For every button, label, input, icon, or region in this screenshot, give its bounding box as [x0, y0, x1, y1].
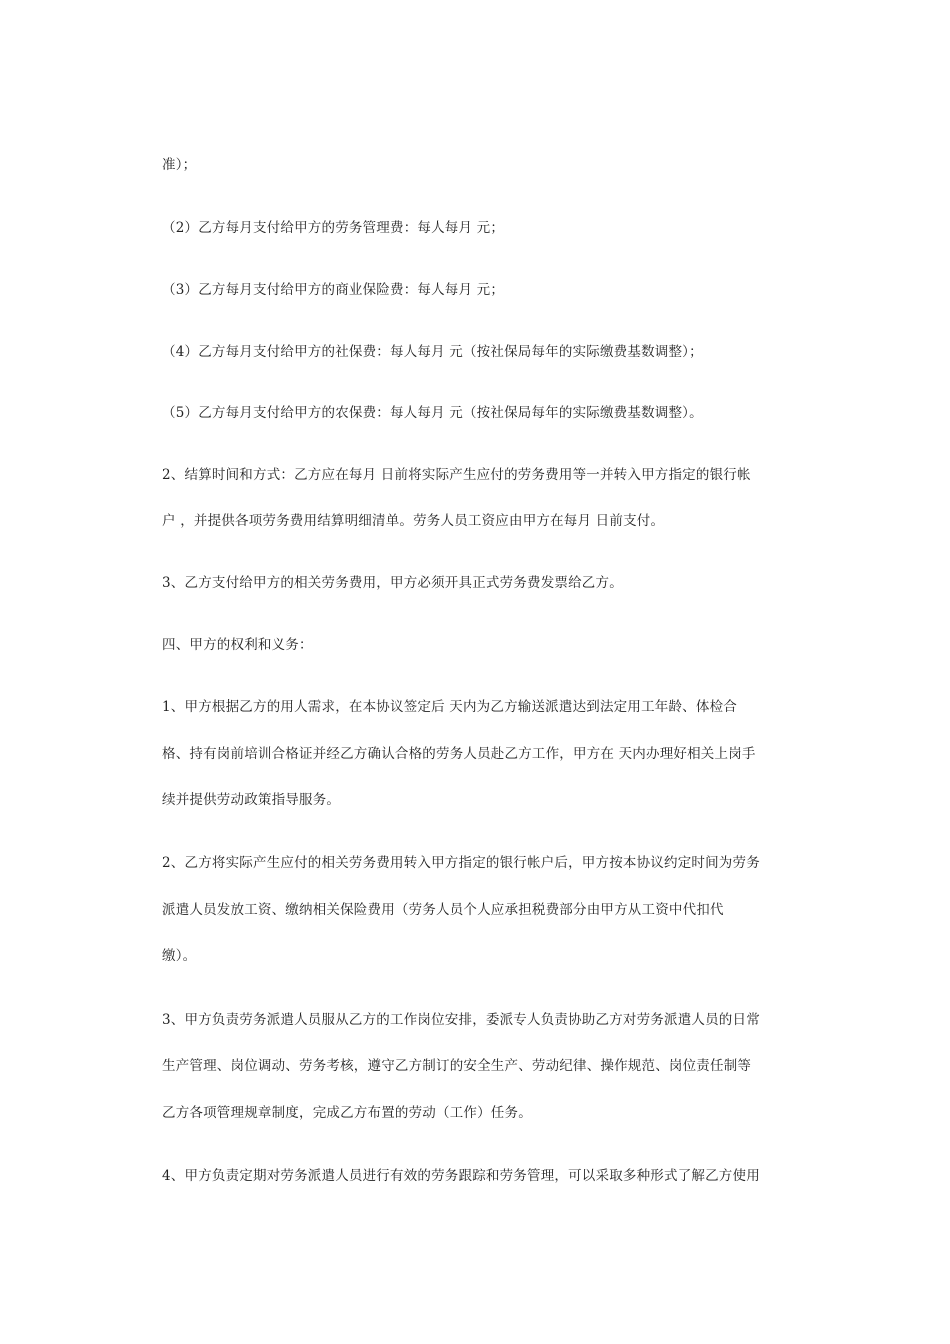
section-heading: 四、甲方的权利和义务：	[162, 637, 313, 653]
text-line: 续并提供劳动政策指导服务。	[162, 792, 341, 808]
text-line: 户 ，并提供各项劳务费用结算明细清单。劳务人员工资应由甲方在每月 日前支付。	[162, 513, 665, 529]
text-line: （5）乙方每月支付给甲方的农保费：每人每月 元（按社保局每年的实际缴费基数调整）。	[162, 405, 703, 421]
text-line: （2）乙方每月支付给甲方的劳务管理费：每人每月 元；	[162, 220, 505, 236]
text-line: 乙方各项管理规章制度，完成乙方布置的劳动（工作）任务。	[162, 1105, 532, 1121]
text-line: 派遣人员发放工资、缴纳相关保险费用（劳务人员个人应承担税费部分由甲方从工资中代扣代	[162, 902, 724, 918]
text-line: 缴）。	[162, 948, 197, 964]
text-line: 3、乙方支付给甲方的相关劳务费用，甲方必须开具正式劳务费发票给乙方。	[162, 575, 623, 591]
text-line: 格、持有岗前培训合格证并经乙方确认合格的劳务人员赴乙方工作，甲方在 天内办理好相关上岗手	[162, 746, 756, 762]
text-line: 3、甲方负责劳务派遣人员服从乙方的工作岗位安排，委派专人负责协助乙方对劳务派遣人员的日常	[162, 1012, 760, 1028]
text-line: 2、乙方将实际产生应付的相关劳务费用转入甲方指定的银行帐户后，甲方按本协议约定时间为劳务	[162, 855, 760, 871]
text-line: 准）；	[162, 157, 197, 173]
text-line: （4）乙方每月支付给甲方的社保费：每人每月 元（按社保局每年的实际缴费基数调整）；	[162, 344, 703, 360]
text-line: （3）乙方每月支付给甲方的商业保险费：每人每月 元；	[162, 282, 505, 298]
text-line: 2、结算时间和方式：乙方应在每月 日前将实际产生应付的劳务费用等一并转入甲方指定的银行帐	[162, 467, 751, 483]
text-line: 生产管理、岗位调动、劳务考核，遵守乙方制订的安全生产、劳动纪律、操作规范、岗位责任制等	[162, 1058, 752, 1074]
text-line: 1、甲方根据乙方的用人需求，在本协议签定后 天内为乙方输送派遣达到法定用工年龄、体检合	[162, 699, 737, 715]
text-line: 4、甲方负责定期对劳务派遣人员进行有效的劳务跟踪和劳务管理，可以采取多种形式了解乙方使用	[162, 1168, 760, 1184]
